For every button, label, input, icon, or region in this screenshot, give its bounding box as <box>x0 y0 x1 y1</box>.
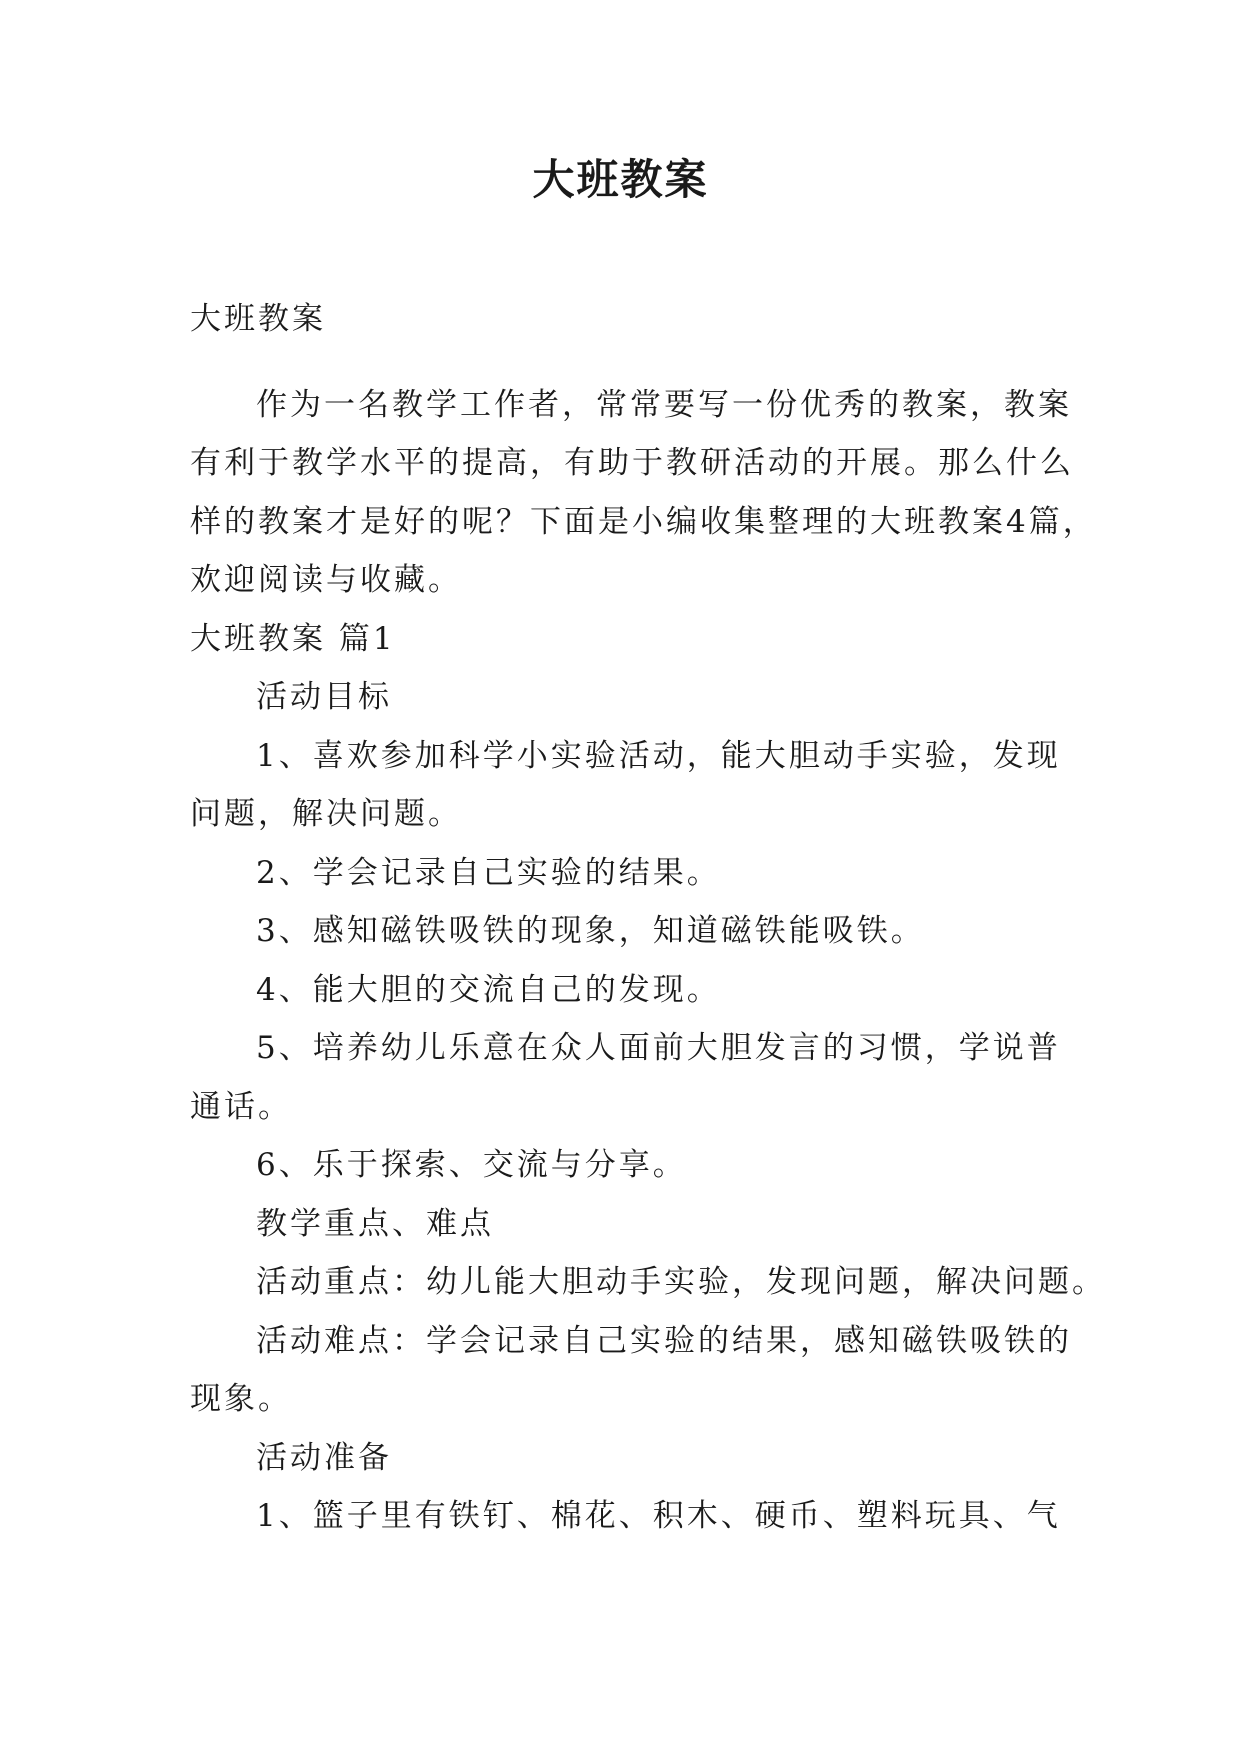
text-line: 5、培养幼儿乐意在众人面前大胆发言的习惯，学说普 <box>256 1030 1061 1066</box>
text-line: 活动重点：幼儿能大胆动手实验，发现问题，解决问题。 <box>256 1264 1106 1300</box>
text-line: 样的教案才是好的呢？下面是小编收集整理的大班教案4篇， <box>190 503 1097 540</box>
text-line: 1、篮子里有铁钉、棉花、积木、硬币、塑料玩具、气 <box>256 1498 1061 1534</box>
text-line: 3、感知磁铁吸铁的现象，知道磁铁能吸铁。 <box>256 913 925 949</box>
text-line: 教学重点、难点 <box>256 1205 494 1242</box>
text-line: 作为一名教学工作者，常常要写一份优秀的教案，教案 <box>256 386 1072 423</box>
document-title: 大班教案 <box>532 155 709 204</box>
text-line: 欢迎阅读与收藏。 <box>190 562 462 598</box>
text-line: 1、喜欢参加科学小实验活动，能大胆动手实验，发现 <box>256 737 1061 774</box>
text-line: 活动难点：学会记录自己实验的结果，感知磁铁吸铁的 <box>256 1322 1072 1359</box>
document-body <box>190 290 1106 1546</box>
text-line: 2、学会记录自己实验的结果。 <box>256 854 721 891</box>
paragraph-gap <box>190 349 1058 376</box>
text-line: 通话。 <box>190 1088 292 1125</box>
text-line: 4、能大胆的交流自己的发现。 <box>256 971 721 1008</box>
text-line: 问题，解决问题。 <box>190 796 462 832</box>
text-line: 活动目标 <box>256 679 392 715</box>
text-line: 活动准备 <box>256 1439 392 1476</box>
text-line: 6、乐于探索、交流与分享。 <box>256 1147 687 1183</box>
text-line: 大班教案 篇1 <box>190 620 396 657</box>
text-line: 现象。 <box>190 1381 292 1417</box>
text-line: 大班教案 <box>190 301 326 337</box>
text-line: 有利于教学水平的提高，有助于教研活动的开展。那么什么 <box>190 445 1074 481</box>
